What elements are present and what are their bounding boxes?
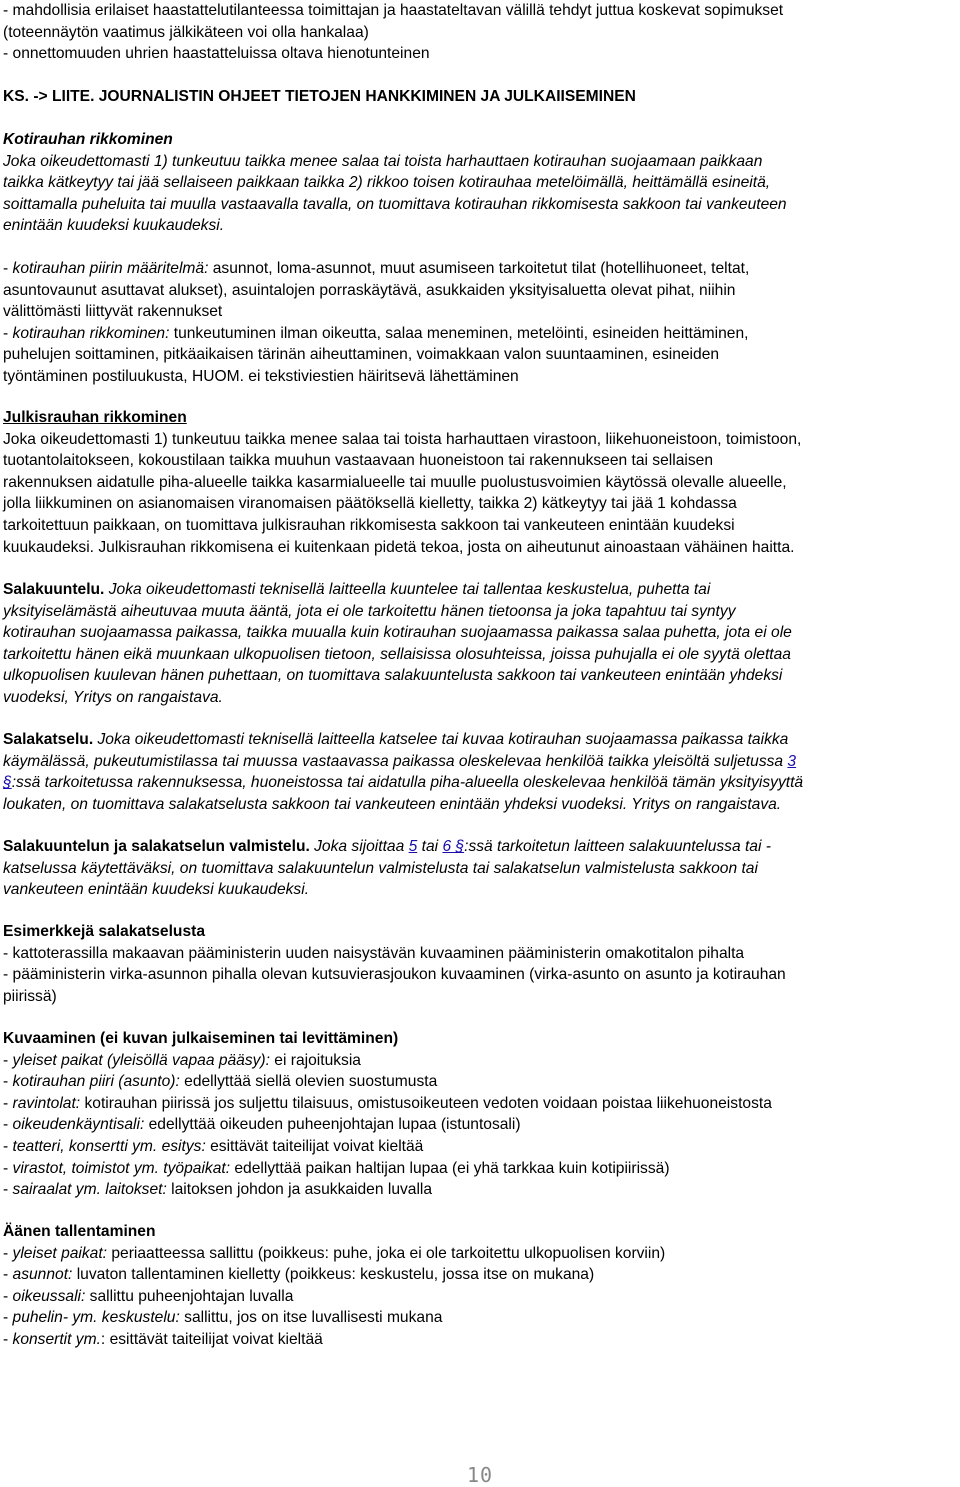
item-label: asunnot:: [12, 1266, 73, 1284]
paragraph-line: jolla liikkuminen on asianomaisen viranomaisen päätöksellä kielletty, taikka 2) kätkeytyy tai jää 1 kohdassa: [3, 495, 737, 513]
item-text: : esittävät taiteilijat voivat kieltää: [100, 1330, 323, 1348]
section-title: Kuvaaminen (ei kuvan julkaiseminen tai levittäminen): [3, 1030, 399, 1047]
aanen-block: [3, 1221, 665, 1351]
definitions-block: [3, 258, 749, 388]
list-item: - ravintolat: kotirauhan piirissä jos suljettu tilaisuus, omistusoikeuteen vedoten voidaan poistaa liikehuoneistosta: [3, 1094, 772, 1112]
list-item: - oikeudenkäyntisali: edellyttää oikeuden puheenjohtajan lupaa (istuntosali): [3, 1116, 521, 1134]
paragraph-line: [3, 579, 792, 601]
item-text: edellyttää paikan haltijan lupaa (ei yhä tarkkaa kuin kotipiirissä): [230, 1159, 670, 1177]
paragraph-line: työntäminen postiluukusta, HUOM. ei tekstiviestien häiritsevä lähettäminen: [3, 367, 519, 385]
esimerkit-block: [3, 921, 786, 1007]
section-5-link[interactable]: 5: [408, 838, 418, 855]
paragraph-text: :ssä tarkoitetun laitteen salakuuntelussa tai -: [464, 838, 771, 855]
bullet: -: [3, 324, 13, 342]
salakatselu-block: [3, 729, 803, 815]
valmistelu-block: [3, 836, 771, 901]
definition-text: tunkeutuminen ilman oikeutta, salaa meneminen, metelöinti, esineiden heittäminen,: [169, 324, 749, 342]
section-title: Salakuuntelun ja salakatselun valmistelu.: [3, 838, 310, 855]
paragraph-line: tarkoitettu hänen eikä muunkaan ulkopuolisen tietoon, sellaisissa olosuhteissa, joissa puhujalla ei ole syytä olettaa: [3, 645, 791, 663]
intro-line: - onnettomuuden uhrien haastatteluissa oltava hienotunteinen: [3, 45, 430, 63]
item-text: ei rajoituksia: [269, 1051, 361, 1069]
list-item: - asunnot: luvaton tallentaminen kielletty (poikkeus: keskustelu, jossa itse on mukana): [3, 1266, 595, 1284]
item-label: oikeudenkäyntisali:: [12, 1116, 145, 1134]
section-title: Äänen tallentaminen: [3, 1223, 156, 1240]
section-3-link[interactable]: 3: [787, 752, 797, 770]
paragraph-line: tarkoitettuun paikkaan, on tuomittava julkisrauhan rikkomisesta sakkoon tai vankeuteen enintään kuudeksi: [3, 516, 735, 534]
section-title: Julkisrauhan rikkominen: [3, 409, 187, 426]
section-title: Salakatselu.: [3, 731, 94, 748]
definition-line: [3, 258, 749, 280]
paragraph-line: Joka oikeudettomasti 1) tunkeutuu taikka menee salaa tai toista harhauttaen kotirauhan suojaamaan paikkaan: [3, 152, 763, 170]
section-heading: KS. -> LIITE. JOURNALISTIN OHJEET TIETOJEN HANKKIMINEN JA JULKAIISEMINEN: [3, 88, 636, 105]
definition-line: [3, 323, 749, 345]
list-item: - oikeussali: sallittu puheenjohtajan luvalla: [3, 1287, 294, 1305]
list-item: - kotirauhan piiri (asunto): edellyttää siellä olevien suostumusta: [3, 1073, 438, 1091]
page-number: 10: [466, 1463, 494, 1487]
item-text: edellyttää siellä olevien suostumusta: [179, 1073, 438, 1091]
paragraph-line: soittamalla puheluita tai muulla vastaavalla tavalla, on tuomittava kotirauhan rikkomisesta sakkoon tai vankeuteen: [3, 195, 787, 213]
item-label: yleiset paikat (yleisöllä vapaa pääsy):: [12, 1051, 270, 1069]
item-text: edellyttää oikeuden puheenjohtajan lupaa (istuntosali): [144, 1116, 521, 1134]
salakuuntelu-block: [3, 579, 792, 709]
paragraph-line: yksityiselämästä aiheutuvaa muuta ääntä, jota ei ole tarkoitettu hänen tietoonsa ja joka tapahtuu tai syntyy: [3, 602, 736, 620]
definition-label: kotirauhan piirin määritelmä:: [12, 260, 209, 277]
paragraph-line: katselussa käytettäväksi, on tuomittava salakuuntelun valmistelusta tai salakatselun valmistelusta sakkoon tai: [3, 859, 758, 877]
paragraph-text: Joka sijoittaa: [309, 838, 409, 855]
paragraph-line: vankeuteen enintään kuudeksi kuukaudeksi.: [3, 881, 310, 899]
paragraph-line: rakennuksen aidatulle piha-alueelle taikka kasarmialueelle tai muulle puolustusvoimien käytössä olevalle alueelle,: [3, 473, 787, 491]
item-label: kotirauhan piiri (asunto):: [12, 1073, 180, 1091]
item-label: yleiset paikat:: [12, 1244, 108, 1262]
list-item: - yleiset paikat: periaatteessa sallittu (poikkeus: puhe, joka ei ole tarkoitettu ulkopuolisen korviin): [3, 1244, 666, 1262]
kotirauha-block: [3, 129, 787, 237]
item-text: sallittu, jos on itse luvallisesti mukana: [179, 1309, 443, 1327]
paragraph-line: [3, 772, 803, 794]
paragraph-line: vuodeksi, Yritys on rangaistava.: [3, 688, 223, 706]
paragraph-line: asuntovaunut asuttavat alukset), asuintalojen porraskäytävä, asukkaiden yksityisaluetta olevat pihat, niihin: [3, 281, 736, 299]
list-item: - kattoterassilla makaavan pääministerin uuden naisystävän kuvaaminen pääministerin omakotitalon pihalta: [3, 944, 745, 962]
paragraph-line: enintään kuudeksi kuukaudeksi.: [3, 217, 225, 235]
paragraph-text: tai: [417, 838, 443, 855]
item-text: esittävät taiteilijat voivat kieltää: [205, 1137, 424, 1155]
paragraph-text: Joka oikeudettomasti teknisellä laitteella kuuntelee tai tallentaa keskustelua, puhetta tai: [104, 581, 711, 598]
paragraph-line: ulkopuolisen kuulevan hänen puhettaan, on tuomittava salakuuntelusta sakkoon tai vankeuteen enintään yhdeksi: [3, 667, 783, 685]
paragraph-line: tuotantolaitokseen, kokoustilaan taikka muuhun vastaavaan huoneistoon tai rakennukseen tai sellaisen: [3, 452, 713, 470]
item-text: laitoksen johdon ja asukkaiden luvalla: [166, 1181, 433, 1199]
list-item: - virastot, toimistot ym. työpaikat: edellyttää paikan haltijan lupaa (ei yhä tarkkaa kuin kotipiirissä): [3, 1159, 670, 1177]
item-label: oikeussali:: [12, 1287, 86, 1305]
list-item: - teatteri, konsertti ym. esitys: esittävät taiteilijat voivat kieltää: [3, 1137, 424, 1155]
paragraph-line: puhelujen soittaminen, pitkäaikaisen tärinän aiheuttaminen, voimakkaan valon suuntaaminen, esineiden: [3, 346, 720, 364]
paragraph-line: taikka kätkeytyy tai jää sellaiseen paikkaan taikka 2) rikkoo toisen kotirauhaa metelöimällä, heittämällä esineitä,: [3, 174, 771, 192]
kuvaaminen-block: [3, 1028, 772, 1201]
list-item: - sairaalat ym. laitokset: laitoksen johdon ja asukkaiden luvalla: [3, 1181, 433, 1199]
list-item: - yleiset paikat (yleisöllä vapaa pääsy): ei rajoituksia: [3, 1051, 361, 1069]
list-item: - puhelin- ym. keskustelu: sallittu, jos on itse luvallisesti mukana: [3, 1309, 443, 1327]
section-title: Salakuuntelu.: [3, 581, 105, 598]
bullet: -: [3, 260, 13, 277]
intro-line: - mahdollisia erilaiset haastattelutilanteessa toimittajan ja haastateltavan välillä tehdyt juttua koskevat sopimukset: [3, 2, 784, 19]
paragraph-line: loukaten, on tuomittava salakatselusta sakkoon tai vankeuteen enintään yhdeksi vuodeksi. Yritys on rangaistava.: [3, 795, 782, 813]
item-label: sairaalat ym. laitokset:: [12, 1181, 167, 1199]
paragraph-line: kotirauhan suojaamassa paikassa, taikka muualla kuin kotirauhan suojaamassa paikassa salaa puhetta, jota ei ole: [3, 624, 792, 642]
item-label: puhelin- ym. keskustelu:: [12, 1309, 180, 1327]
intro-block: [3, 0, 783, 65]
paragraph-line: Joka oikeudettomasti 1) tunkeutuu taikka menee salaa tai toista harhauttaen virastoon, liikehuoneistoon, toimistoon,: [3, 430, 802, 448]
item-label: virastot, toimistot ym. työpaikat:: [12, 1159, 231, 1177]
definition-label: kotirauhan rikkominen:: [12, 324, 170, 342]
item-text: sallittu puheenjohtajan luvalla: [85, 1287, 294, 1305]
definition-text: asunnot, loma-asunnot, muut asumiseen tarkoitetut tilat (hotellihuoneet, teltat,: [208, 260, 750, 277]
item-label: konsertit ym.: [12, 1330, 101, 1348]
list-item: - pääministerin virka-asunnon pihalla olevan kutsuvierasjoukon kuvaaminen (virka-asunto on asunto ja kotirauhan: [3, 966, 786, 984]
list-item: - konsertit ym.: esittävät taiteilijat voivat kieltää: [3, 1330, 323, 1348]
paragraph-text: käymälässä, pukeutumistilassa tai muussa vastaavassa paikassa oleskelevaa henkilöä taikka yleisöltä suljetussa: [3, 752, 788, 770]
item-label: ravintolat:: [12, 1094, 81, 1112]
paragraph-line: kuukaudeksi. Julkisrauhan rikkomisena ei kuitenkaan pidetä tekoa, josta on aiheutunut ainoastaan vähäinen haitta.: [3, 538, 795, 556]
section-title: Kotirauhan rikkominen: [3, 131, 173, 148]
item-text: kotirauhan piirissä jos suljettu tilaisuus, omistusoikeuteen vedoten voidaan poistaa liikehuoneistosta: [80, 1094, 772, 1112]
item-text: periaatteessa sallittu (poikkeus: puhe, joka ei ole tarkoitettu ulkopuolisen korviin): [107, 1244, 666, 1262]
paragraph-line: [3, 751, 803, 773]
paragraph-text: :ssä tarkoitetussa rakennuksessa, huoneistossa tai aidatulla piha-alueella oleskelevaa henkilöä tämän yksityisyyttä: [11, 774, 804, 792]
paragraph-line: välittömästi liittyvät rakennukset: [3, 303, 223, 321]
julkisrauha-block: [3, 407, 801, 558]
section-title: Esimerkkejä salakatselusta: [3, 923, 205, 940]
item-label: teatteri, konsertti ym. esitys:: [12, 1137, 206, 1155]
intro-line: (toteennäytön vaatimus jälkikäteen voi olla hankalaa): [3, 23, 369, 41]
item-text: luvaton tallentaminen kielletty (poikkeus: keskustelu, jossa itse on mukana): [72, 1266, 595, 1284]
paragraph-line: [3, 729, 803, 751]
paragraph-text: Joka oikeudettomasti teknisellä laitteella katselee tai kuvaa kotirauhan suojaamassa paikassa taikka: [93, 731, 789, 748]
section-sign-link[interactable]: §: [3, 774, 12, 792]
paragraph-line: [3, 836, 771, 858]
list-item: piirissä): [3, 987, 57, 1005]
section-6-link[interactable]: 6 §: [442, 838, 465, 855]
